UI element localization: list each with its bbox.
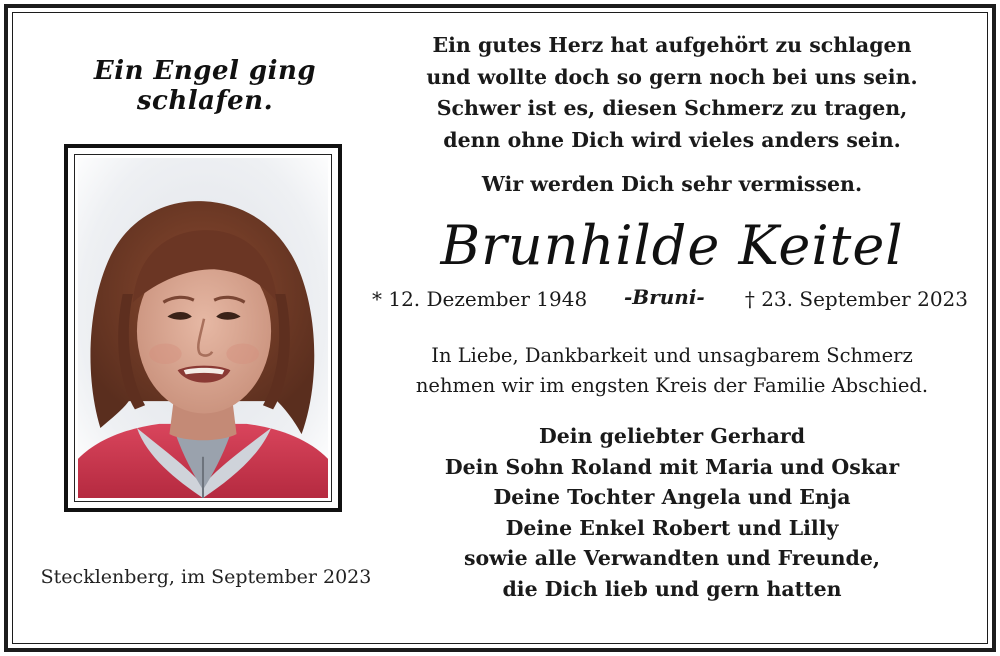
life-dates	[372, 283, 972, 317]
farewell-line: nehmen wir im engsten Kreis der Familie Abschied.	[415, 374, 929, 397]
poem-line: Schwer ist es, diesen Schmerz zu tragen,	[436, 96, 908, 120]
mourner-line: Deine Enkel Robert und Lilly	[505, 515, 839, 540]
portrait-photo	[78, 158, 328, 498]
mourner-line: Dein Sohn Roland mit Maria und Oskar	[444, 454, 900, 479]
mourner-line: die Dich lieb und gern hatten	[502, 576, 842, 601]
death-date: † 23. September 2023	[744, 287, 968, 311]
birth-date: * 12. Dezember 1948	[372, 287, 588, 311]
main-text-column	[372, 30, 972, 604]
miss-line: Wir werden Dich sehr vermissen.	[481, 172, 863, 196]
mourners-list	[372, 421, 972, 604]
deceased-name: Brunhilde Keitel	[440, 214, 904, 277]
poem	[372, 30, 972, 156]
place-date: Stecklenberg, im September 2023	[40, 566, 372, 588]
farewell-text	[372, 341, 972, 401]
mourner-line: sowie alle Verwandten und Freunde,	[463, 546, 881, 570]
photo-frame	[64, 144, 342, 512]
poem-line: denn ohne Dich wird vieles anders sein.	[443, 127, 901, 152]
poem-line: und wollte doch so gern noch bei uns sein.	[426, 64, 918, 89]
mourner-line: Deine Tochter Angela und Enja	[493, 485, 851, 509]
farewell-line: In Liebe, Dankbarkeit und unsagbarem Schmerz	[431, 344, 913, 367]
nickname: -Bruni-	[624, 285, 705, 309]
poem-line: Ein gutes Herz hat aufgehört zu schlagen	[432, 33, 912, 57]
motto-text: Ein Engel ging schlafen.	[93, 56, 317, 116]
mourner-line: Dein geliebter Gerhard	[538, 424, 806, 448]
